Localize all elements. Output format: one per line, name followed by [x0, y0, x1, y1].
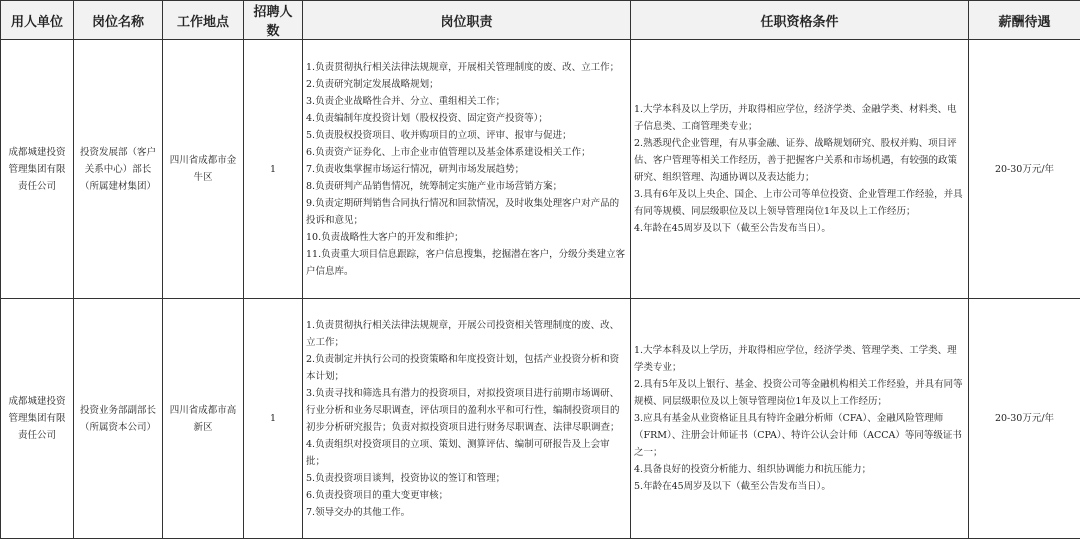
count-cell: 1	[244, 299, 303, 539]
list-item: 3.具有6年及以上央企、国企、上市公司等单位投资、企业管理工作经验，并具有同等规模、同层级职位及以上领导管理岗位1年及以上工作经历；	[634, 186, 964, 220]
requirements-cell	[631, 299, 969, 539]
header-salary: 薪酬待遇	[969, 1, 1080, 40]
salary-cell: 20-30万元/年	[969, 299, 1080, 539]
header-location: 工作地点	[163, 1, 244, 40]
header-count: 招聘人数	[244, 1, 303, 40]
list-item: 6.负责投资项目的重大变更审核；	[306, 487, 626, 504]
list-item: 4.负责组织对投资项目的立项、策划、测算评估、编制可研报告及上会审批；	[306, 436, 626, 470]
table-row	[1, 299, 1080, 539]
location-cell: 四川省成都市高新区	[163, 299, 244, 539]
list-item: 4.负责编制年度投资计划（股权投资、固定资产投资等）；	[306, 110, 626, 127]
list-item: 6.负责资产证券化、上市企业市值管理以及基金体系建设相关工作；	[306, 144, 626, 161]
list-item: 11.负责重大项目信息跟踪，客户信息搜集，挖掘潜在客户，分级分类建立客户信息库。	[306, 246, 626, 280]
position-cell	[74, 40, 163, 299]
list-item: 8.负责研判产品销售情况，统筹制定实施产业市场营销方案；	[306, 178, 626, 195]
list-item: 9.负责定期研判销售合同执行情况和回款情况，及时收集处理客户对产品的投诉和意见；	[306, 195, 626, 229]
position-title: 投资业务部副部长	[78, 402, 158, 419]
table-row	[1, 40, 1080, 299]
header-duties: 岗位职责	[303, 1, 631, 40]
employer-cell: 成都城建投资管理集团有限责任公司	[1, 40, 74, 299]
header-requirements: 任职资格条件	[631, 1, 969, 40]
position-note: （所属资本公司）	[78, 419, 158, 436]
employer-cell: 成都城建投资管理集团有限责任公司	[1, 299, 74, 539]
list-item: 1.大学本科及以上学历，并取得相应学位，经济学类、管理学类、工学类、理学类专业；	[634, 342, 964, 376]
list-item: 2.负责研究制定发展战略规划；	[306, 76, 626, 93]
list-item: 1.大学本科及以上学历，并取得相应学位，经济学类、金融学类、材料类、电子信息类、工商管理类专业；	[634, 101, 964, 135]
list-item: 5.负责股权投资项目、收并购项目的立项、评审、报审与促进；	[306, 127, 626, 144]
count-cell: 1	[244, 40, 303, 299]
list-item: 5.负责投资项目谈判，投资协议的签订和管理；	[306, 470, 626, 487]
salary-cell: 20-30万元/年	[969, 40, 1080, 299]
list-item: 2.具有5年及以上银行、基金、投资公司等金融机构相关工作经验，并具有同等规模、同层级职位及以上领导管理岗位1年及以上工作经历；	[634, 376, 964, 410]
list-item: 7.负责收集掌握市场运行情况，研判市场发展趋势；	[306, 161, 626, 178]
header-employer: 用人单位	[1, 1, 74, 40]
list-item: 2.负责制定并执行公司的投资策略和年度投资计划，包括产业投资分析和资本计划；	[306, 351, 626, 385]
list-item: 10.负责战略性大客户的开发和维护；	[306, 229, 626, 246]
location-cell: 四川省成都市金牛区	[163, 40, 244, 299]
position-title: 投资发展部（客户关系中心）部长	[78, 144, 158, 178]
header-position: 岗位名称	[74, 1, 163, 40]
position-cell	[74, 299, 163, 539]
list-item: 4.年龄在45周岁及以下（截至公告发布当日）。	[634, 220, 964, 237]
duties-cell	[303, 299, 631, 539]
list-item: 4.具备良好的投资分析能力、组织协调能力和抗压能力；	[634, 461, 964, 478]
duties-cell	[303, 40, 631, 299]
list-item: 3.负责企业战略性合并、分立、重组相关工作；	[306, 93, 626, 110]
requirements-cell	[631, 40, 969, 299]
list-item: 1.负责贯彻执行相关法律法规规章，开展相关管理制度的废、改、立工作；	[306, 59, 626, 76]
list-item: 7.领导交办的其他工作。	[306, 504, 626, 521]
position-note: （所属建材集团）	[78, 178, 158, 195]
list-item: 3.应具有基金从业资格证且具有特许金融分析师（CFA）、金融风险管理师（FRM）、注册会计师证书（CPA）、特许公认会计师（ACCA）等同等级证书之一；	[634, 410, 964, 461]
list-item: 5.年龄在45周岁及以下（截至公告发布当日）。	[634, 478, 964, 495]
list-item: 2.熟悉现代企业管理，有从事金融、证券、战略规划研究、股权并购、项目评估、客户管理等相关工作经历，善于把握客户关系和市场机遇，有较强的政策研究、组织管理、沟通协调以及表达能力；	[634, 135, 964, 186]
list-item: 3.负责寻找和筛选具有潜力的投资项目，对拟投资项目进行前期市场调研、行业分析和业务尽职调查，评估项目的盈利水平和可行性，编制投资项目的初步分析研究报告；负责对拟投资项目进行财务尽职调查、法律尽职调查；	[306, 385, 626, 436]
header-row	[1, 1, 1080, 40]
list-item: 1.负责贯彻执行相关法律法规规章，开展公司投资相关管理制度的废、改、立工作；	[306, 317, 626, 351]
